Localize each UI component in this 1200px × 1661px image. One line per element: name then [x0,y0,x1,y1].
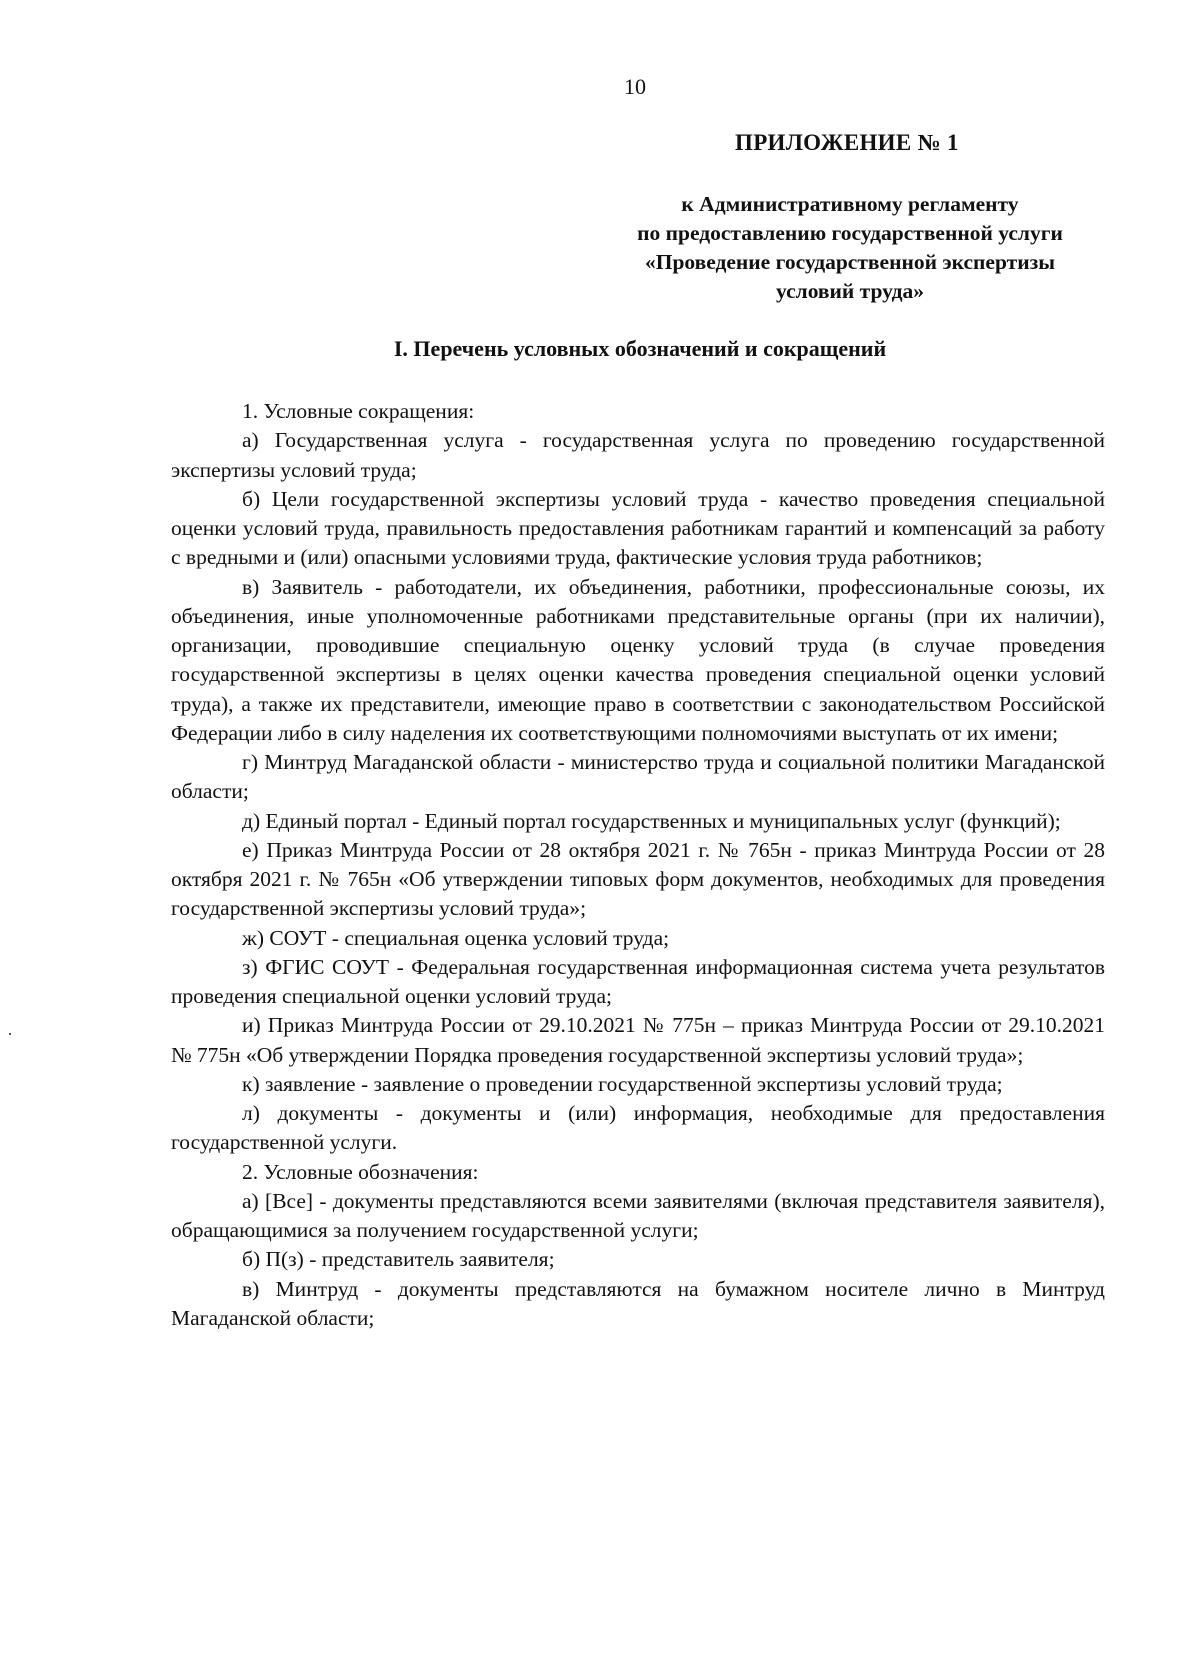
document-body [171,397,1105,1333]
paragraph-symbols-heading: 2. Условные обозначения: [242,1159,479,1184]
subtitle-line: условий труда» [776,279,924,303]
appendix-title: ПРИЛОЖЕНИЕ № 1 [735,130,959,155]
paragraph-item: в) Заявитель - работодатели, их объединения, работники, профессиональные союзы, их объединения, иные уполномоченные работниками представительные органы (при их наличии), организации, проводившие специальную оценку условий труда (в случае проведения государственной экспертизы в целях оценки качества проведения специальной оценки условий труда), а также их представители, имеющие право в соответствии с законодательством Российской Федерации либо в силу наделения их соответствующими полномочиями выступать от их имени; [171,574,1105,745]
appendix-subtitle [590,190,1110,306]
paragraph-item: з) ФГИС СОУТ - Федеральная государственная информационная система учета результатов проведения специальной оценки условий труда; [171,954,1105,1008]
paragraph-item: а) [Все] - документы представляются всеми заявителями (включая представителя заявителя), обращающимися за получением государственной услуги; [171,1188,1105,1242]
section-heading: I. Перечень условных обозначений и сокращений [393,336,887,361]
paragraph-item: е) Приказ Минтруда России от 28 октября 2021 г. № 765н - приказ Минтруда России от 28 октября 2021 г. № 765н «Об утверждении типовых форм документов, необходимых для проведения государственной экспертизы условий труда»; [171,837,1105,921]
scan-speck [9,1033,11,1035]
paragraph-item: а) Государственная услуга - государственная услуга по проведению государственной экспертизы условий труда; [171,428,1105,482]
subtitle-line: к Административному регламенту [681,192,1019,216]
paragraph-item: г) Минтруд Магаданской области - министерство труда и социальной политики Магаданской области; [171,750,1105,804]
subtitle-line: «Проведение государственной экспертизы [644,250,1056,274]
paragraph-abbreviations-heading: 1. Условные сокращения: [242,399,475,423]
paragraph-item: б) Цели государственной экспертизы условий труда - качество проведения специальной оценки условий труда, правильность предоставления работникам гарантий и компенсаций за работу с вредными и (или) опасными условиями труда, фактические условия труда работников; [171,486,1105,570]
paragraph-item: ж) СОУТ - специальная оценка условий труда; [242,925,670,950]
paragraph-item: к) заявление - заявление о проведении государственной экспертизы условий труда; [242,1071,1003,1096]
paragraph-item: л) документы - документы и (или) информация, необходимые для предоставления государственной услуги. [171,1101,1105,1155]
paragraph-item: в) Минтруд - документы представляются на бумажном носителе лично в Минтруд Магаданской области; [171,1276,1105,1330]
paragraph-item: и) Приказ Минтруда России от 29.10.2021 № 775н – приказ Минтруда России от 29.10.2021 № 775н «Об утверждении Порядка проведения государственной экспертизы условий труда»; [171,1013,1105,1067]
paragraph-item: б) П(з) - представитель заявителя; [242,1247,555,1272]
subtitle-line: по предоставлению государственной услуги [637,221,1063,245]
page-number: 10 [624,74,646,99]
paragraph-item: д) Единый портал - Единый портал государственных и муниципальных услуг (функций); [242,808,1061,833]
